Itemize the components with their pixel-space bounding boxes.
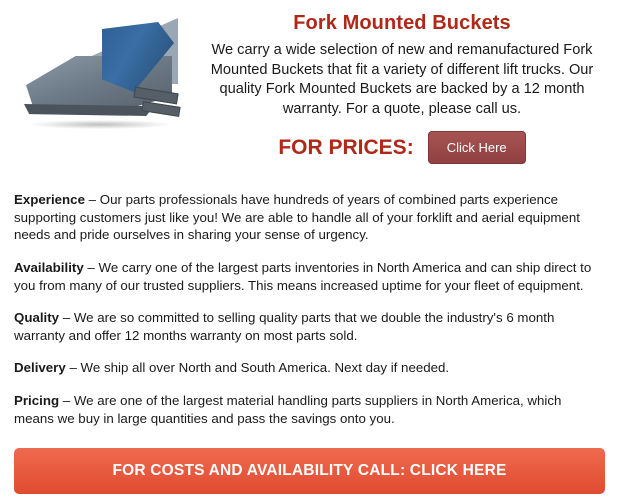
page-title: Fork Mounted Buckets — [293, 12, 511, 34]
feature-dash: – — [59, 310, 74, 326]
bottom-cta-wrap — [14, 448, 605, 494]
feature-item — [14, 392, 603, 427]
intro-block — [195, 4, 605, 164]
feature-dash: – — [65, 360, 81, 376]
costs-availability-cta-button[interactable]: FOR COSTS AND AVAILABILITY CALL: CLICK HERE — [14, 448, 605, 494]
feature-item — [14, 191, 603, 244]
bucket-shadow — [30, 120, 170, 129]
feature-lead: Quality — [14, 310, 60, 326]
fork-mounted-bucket-illustration — [16, 16, 188, 136]
features-list — [0, 164, 619, 427]
feature-dash: – — [84, 192, 100, 208]
feature-lead: Experience — [14, 192, 85, 208]
feature-dash: – — [59, 393, 74, 409]
feature-item — [14, 259, 603, 294]
feature-text: We are one of the largest material handling parts suppliers in North America, which means we buy in large quantities and pass the savings onto you. — [14, 393, 562, 426]
click-here-button[interactable]: Click Here — [428, 131, 526, 164]
feature-text: We ship all over North and South America. Next day if needed. — [80, 360, 450, 376]
feature-text: We carry one of the largest parts inventories in North America and can ship direct to you from many of our trusted suppliers. This means increased uptime for your fleet of equipment. — [14, 260, 592, 293]
feature-lead: Delivery — [14, 360, 66, 376]
intro-paragraph: We carry a wide selection of new and remanufactured Fork Mounted Buckets that fit a variety of different lift trucks. Our quality Fork Mounted Buckets are backed by a 12 month warranty. For a quote, please call us. — [210, 42, 594, 117]
feature-lead: Availability — [14, 260, 84, 276]
feature-item — [14, 359, 603, 377]
feature-text: We are so committed to selling quality parts that we double the industry's 6 month warranty and offer 12 months warranty on most parts sold. — [14, 310, 555, 343]
header-section — [0, 0, 619, 164]
for-prices-label: FOR PRICES: — [278, 135, 414, 159]
feature-dash: – — [83, 260, 99, 276]
feature-item — [14, 309, 603, 344]
feature-lead: Pricing — [14, 393, 60, 409]
product-image — [10, 10, 195, 150]
price-cta-row — [199, 131, 605, 164]
feature-text: Our parts professionals have hundreds of years of combined parts experience supporting customers just like you! We are able to handle all of your forklift and aerial equipment needs and pride ourselves in sharing your sense of urgency. — [14, 192, 580, 243]
